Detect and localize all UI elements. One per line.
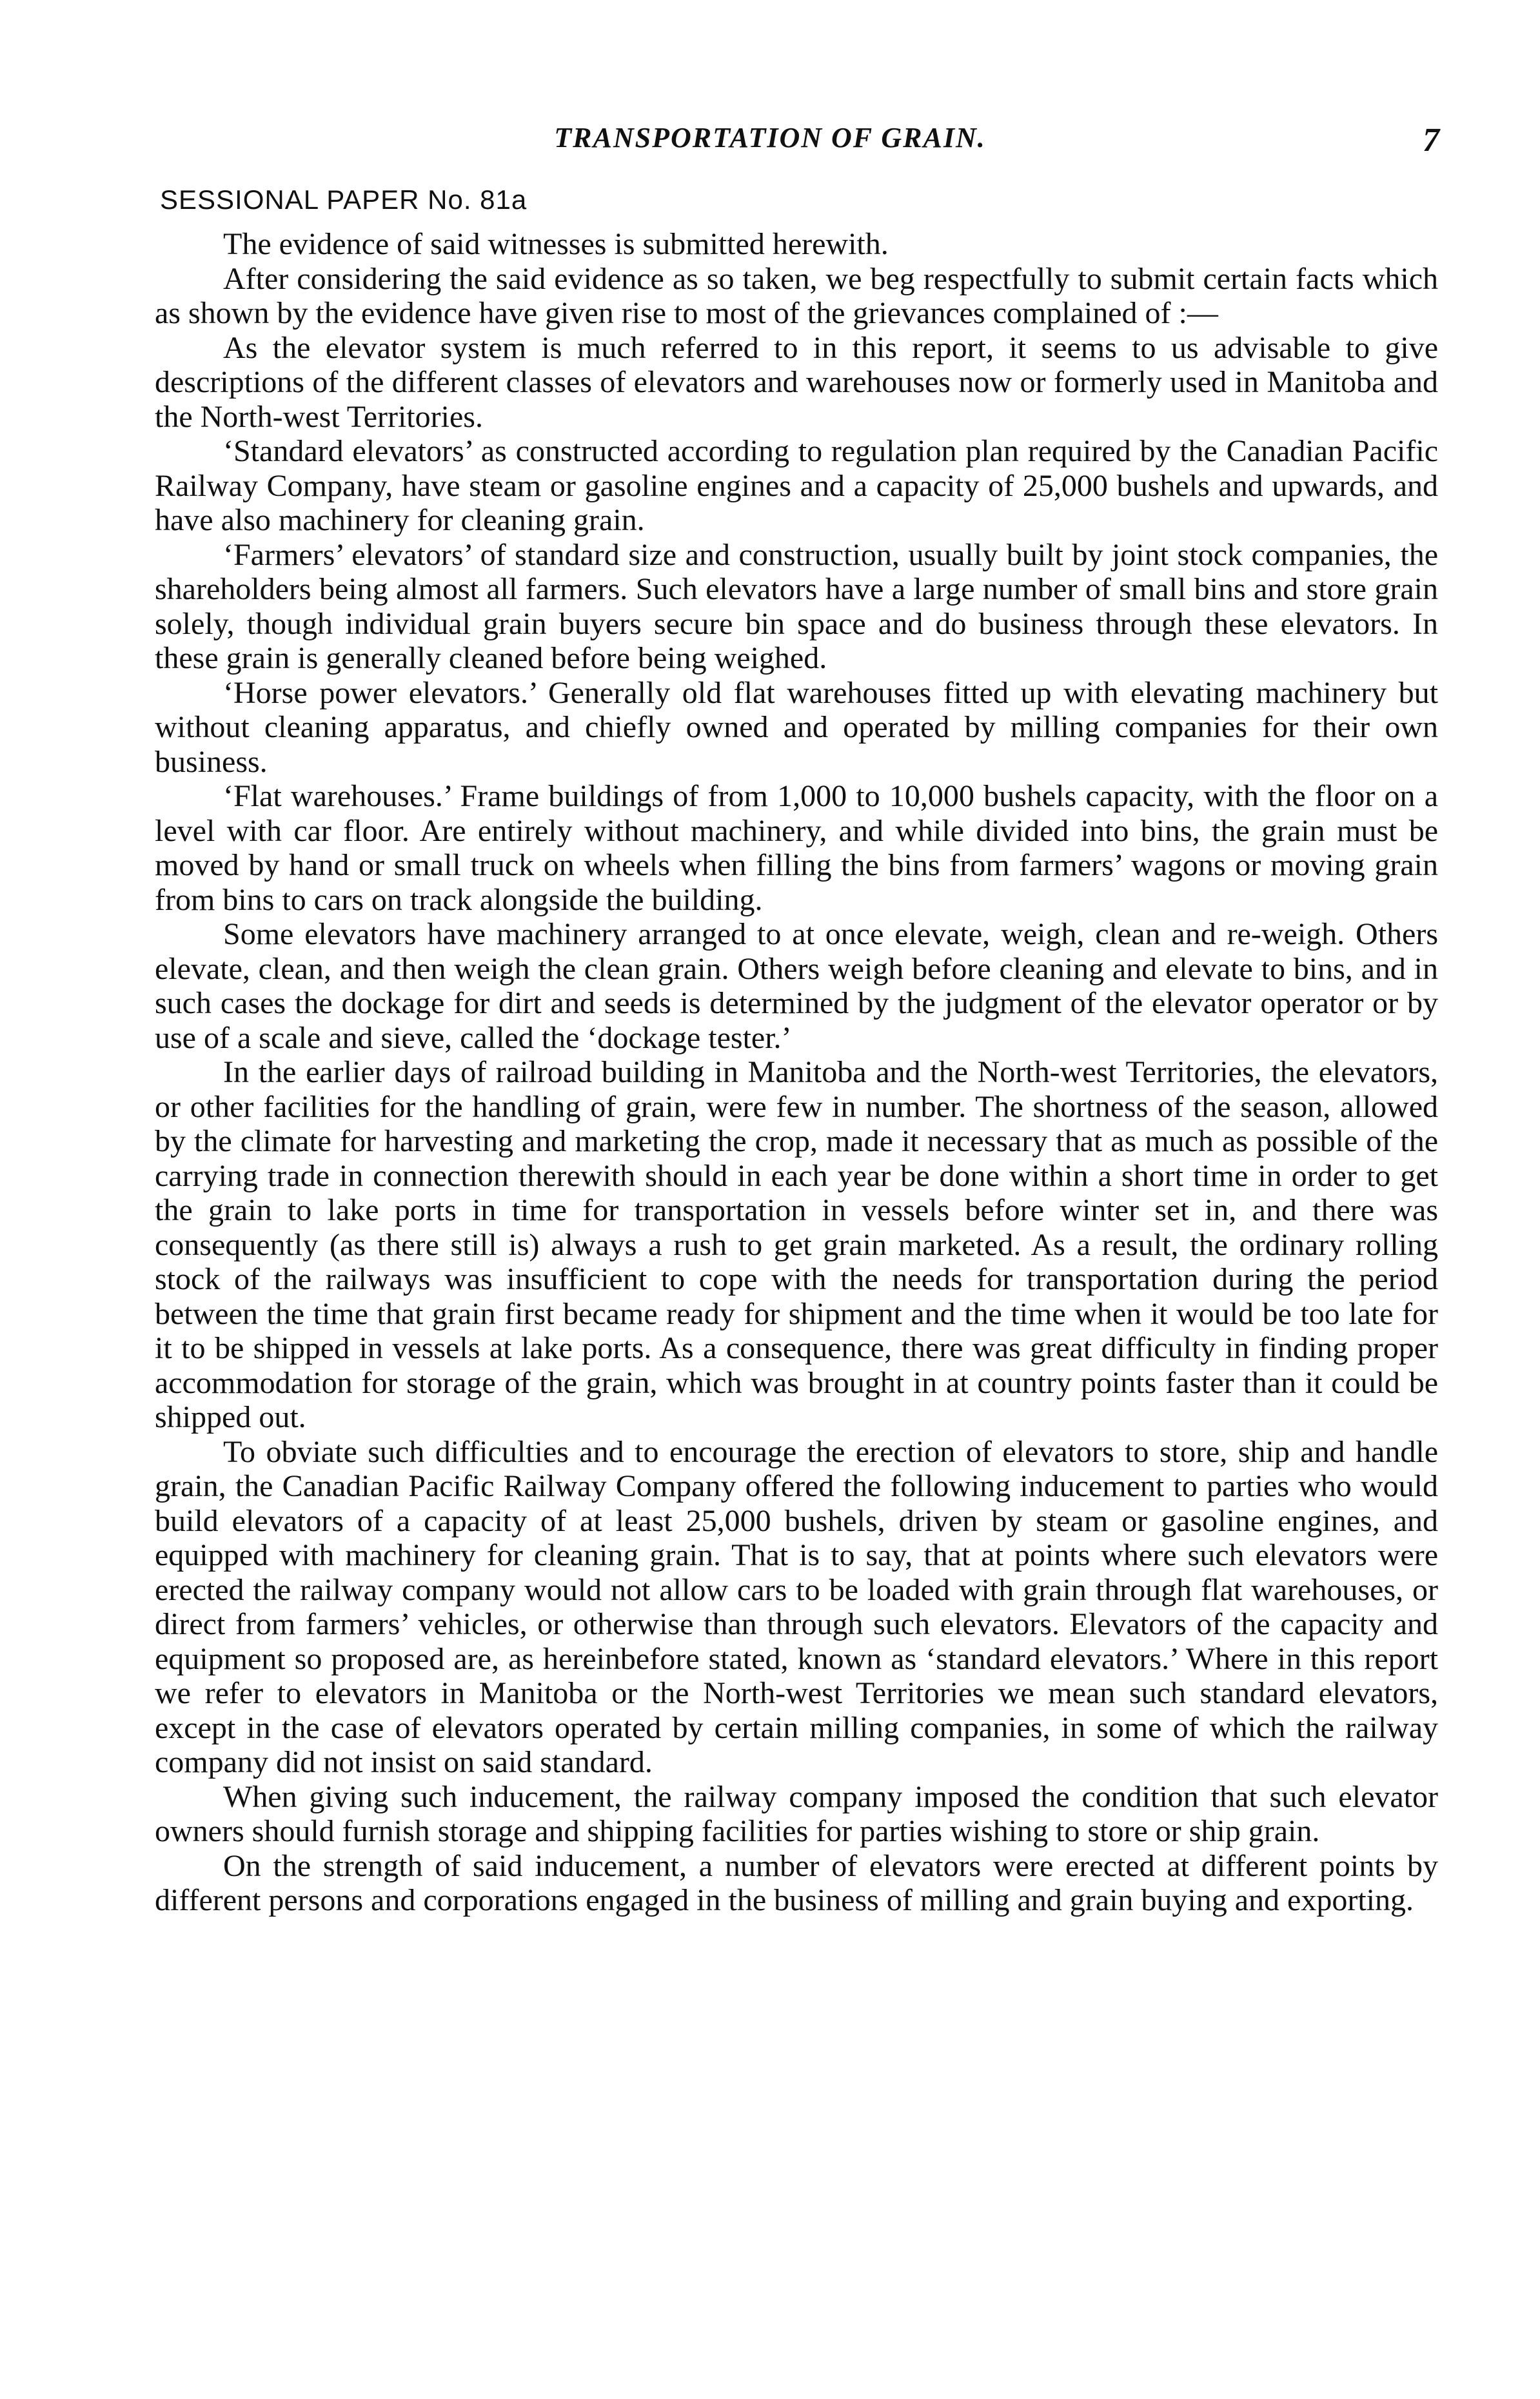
sessional-paper-label: SESSIONAL PAPER No. 81a <box>160 184 528 215</box>
paragraph: On the strength of said inducement, a number of elevators were erected at different points by different persons and corporations engaged in the business of milling and grain buying and exporting. <box>155 1848 1438 1917</box>
paragraph: ‘Flat warehouses.’ Frame buildings of from 1,000 to 10,000 bushels capacity, with the floor on a level with car floor. Are entirely without machinery, and while divided into bins, the grain must be moved by hand or small truck on wheels when filling the bins from farmers’ wagons or moving grain from bins to cars on track alongside the building. <box>155 779 1438 917</box>
paragraph: To obviate such difficulties and to encourage the erection of elevators to store, ship and handle grain, the Canadian Pacific Railway Company offered the following inducement to parties who would build elevators of a capacity of at least 25,000 bushels, driven by steam or gasoline engines, and equipped with machinery for cleaning grain. That is to say, that at points where such elevators were erected the railway company would not allow cars to be loaded with grain through flat warehouses, or direct from farmers’ vehicles, or otherwise than through such elevators. Elevators of the capacity and equipment so proposed are, as hereinbefore stated, known as ‘standard elevators.’ Where in this report we refer to elevators in Manitoba or the North-west Territories we mean such standard elevators, except in the case of elevators operated by certain milling companies, in some of which the railway company did not insist on said standard. <box>155 1434 1438 1779</box>
body-text <box>155 227 1438 1918</box>
paragraph: In the earlier days of railroad building in Manitoba and the North-west Territories, the elevators, or other facilities for the handling of grain, were few in number. The shortness of the season, allowed by the climate for harvesting and marketing the crop, made it necessary that as much as possible of the carrying trade in connection therewith should in each year be done within a short time in order to get the grain to lake ports in time for transportation in vessels before winter set in, and there was consequently (as there still is) always a rush to get grain marketed. As a result, the ordinary rolling stock of the railways was insufficient to cope with the needs for transportation during the period between the time that grain first became ready for shipment and the time when it would be too late for it to be shipped in vessels at lake ports. As a consequence, there was great difficulty in finding proper accommodation for storage of the grain, which was brought in at country points faster than it could be shipped out. <box>155 1055 1438 1434</box>
paragraph: The evidence of said witnesses is submitted herewith. <box>223 227 889 261</box>
paragraph: Some elevators have machinery arranged to at once elevate, weigh, clean and re-weigh. Others elevate, clean, and then weigh the clean grain. Others weigh before cleaning and elevate to bins, and in such cases the dockage for dirt and seeds is determined by the judgment of the elevator operator or by use of a scale and sieve, called the ‘dockage tester.’ <box>155 917 1438 1055</box>
paragraph: After considering the said evidence as so taken, we beg respectfully to submit certain facts which as shown by the evidence have given rise to most of the grievances complained of :— <box>155 261 1438 330</box>
page-number: 7 <box>1423 122 1439 159</box>
paragraph: ‘Farmers’ elevators’ of standard size and construction, usually built by joint stock companies, the shareholders being almost all farmers. Such elevators have a large number of small bins and store grain solely, though individual grain buyers secure bin space and do business through these elevators. In these grain is generally cleaned before being weighed. <box>155 537 1438 675</box>
paragraph: ‘Horse power elevators.’ Generally old flat warehouses fitted up with elevating machinery but without cleaning apparatus, and chiefly owned and operated by milling companies for their own business. <box>155 675 1438 779</box>
paragraph: When giving such inducement, the railway company imposed the condition that such elevator owners should furnish storage and shipping facilities for parties wishing to store or ship grain. <box>155 1779 1438 1848</box>
paragraph: ‘Standard elevators’ as constructed according to regulation plan required by the Canadian Pacific Railway Company, have steam or gasoline engines and a capacity of 25,000 bushels and upwards, and have also machinery for cleaning grain. <box>155 434 1438 537</box>
running-title: TRANSPORTATION OF GRAIN. <box>554 122 986 153</box>
paragraph: As the elevator system is much referred to in this report, it seems to us advisable to give descriptions of the different classes of elevators and warehouses now or formerly used in Manitoba and the North-west Territories. <box>155 330 1438 434</box>
